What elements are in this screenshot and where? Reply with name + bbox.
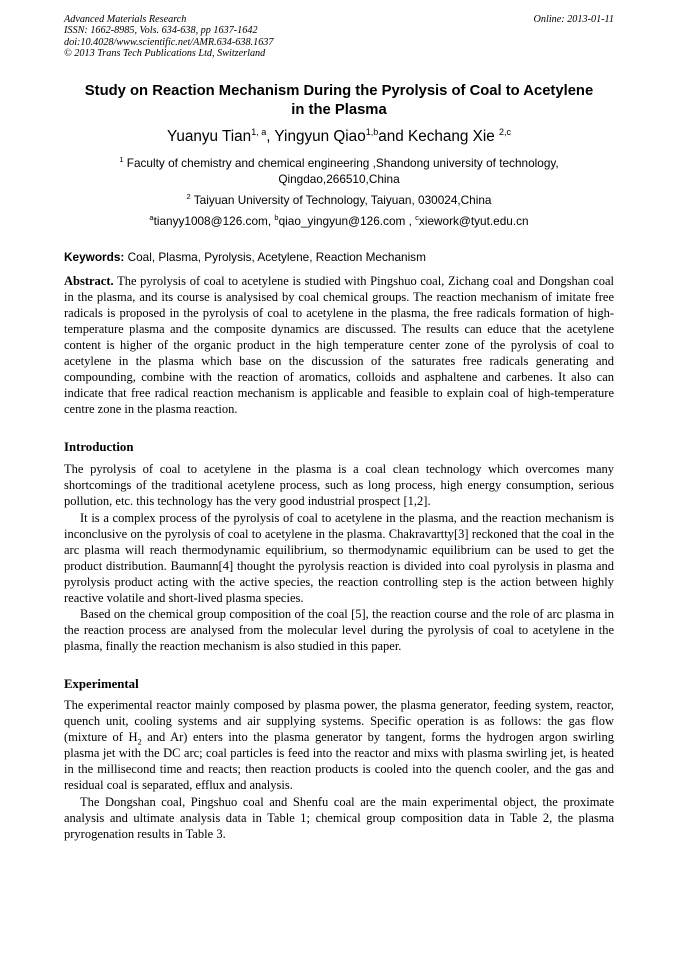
author-3-name: and Kechang Xie <box>378 128 499 145</box>
introduction-paragraph-1: The pyrolysis of coal to acetylene in the plasma is a coal clean technology which overcomes many shortcomings of the traditional acetylene process, such as long process, high energy consumption, serious pollution, etc. this technology has the very good industrial prospect [1,2]. <box>64 462 614 509</box>
experimental-heading: Experimental <box>64 677 139 691</box>
journal-name: Advanced Materials Research <box>64 14 187 25</box>
abstract-text: The pyrolysis of coal to acetylene is studied with Pingshuo coal, Zichang coal and Dongshan coal in the plasma, and its course is analysised by coal chemical groups. The reaction mechanism of imitate free radicals is proposed in the pyrolysis of coal to acetylene in the plasma, the free radicals formation of high-temperature plasma and the composite dynamics are discussed. The results can educe that the acetylene content is higher of the organic product in the high temperature center zone of the pyrolysis of coal to acetylene in the plasma which base on the discussion of the saturates free radicals generating and compounding, combine with the reaction of aromatics, colloids and asphaltene and carbenes. It also can indicate that free radical reaction mechanism is applicable and feasible to explain coal of high-temperature centre zone in the plasma reaction. <box>64 274 614 417</box>
affiliation-1-line-1: Faculty of chemistry and chemical engineering ,Shandong university of technology, <box>123 156 559 170</box>
abstract-label: Abstract. <box>64 274 114 288</box>
experimental-paragraph-2: The Dongshan coal, Pingshuo coal and Shenfu coal are the main experimental object, the proximate analysis and ultimate analysis data in Table 1; chemical group composition data in Table 2, the plasma pryrogenation results in Table 3. <box>64 795 614 842</box>
author-1-name: Yuanyu Tian <box>166 128 252 145</box>
introduction-heading: Introduction <box>64 440 134 454</box>
keywords-label: Keywords: <box>64 250 125 264</box>
affiliation-2 <box>64 192 614 208</box>
experimental-p1-part-b: and Ar) enters into the plasma generator by tangent, forms the hydrogen argon swirling plasma jet with the DC arc; coal particles is feed into the reactor and mixs with plasma swirling jet, is heated in the millisecond time and reacts; then reaction products is cooled into the quench cooler, and the gas and residual coal is separated, efflux and analysis. <box>64 730 614 793</box>
author-3-sup: 2,c <box>499 127 512 137</box>
online-date: Online: 2013-01-11 <box>533 14 614 25</box>
email-a[interactable]: tianyy1008@126.com, <box>153 214 275 228</box>
introduction-paragraph-3: Based on the chemical group composition of the coal [5], the reaction course and the role of arc plasma in the reaction process are analysed from the molecular level during the pyrolysis of coal to acetylene in the plasma, finally the reaction mechanism is also studied in this paper. <box>64 607 614 654</box>
email-b-sup: b <box>274 213 279 222</box>
affiliation-1-sup: 1 <box>119 155 124 164</box>
email-line <box>64 213 614 229</box>
introduction-paragraph-2: It is a complex process of the pyrolysis of coal to acetylene in the plasma, and the reaction mechanism is inconclusive on the pyrolysis of coal to acetylene in the plasma. Chakravartty[3] reckoned that the coal in the arc plasma will reach thermodynamic equilibrium, so thermodynamic equilibrium can be used to get the product distribution. Baumann[4] thought the pyrolysis reaction is divided into coal pyrolysis in plasma and pyrolysis product acting with the active species, the reaction controlling step is the action between highly reactive volatile and short-lived plasma species. <box>64 511 614 606</box>
experimental-paragraph-1 <box>64 697 614 793</box>
h2-subscript: 2 <box>137 736 142 747</box>
title-line-1: Study on Reaction Mechanism During the Pyrolysis of Coal to Acetylene <box>84 83 594 99</box>
title-line-2: in the Plasma <box>291 101 387 118</box>
affiliation-2-text: Taiyuan University of Technology, Taiyuan, 030024,China <box>190 193 492 207</box>
email-c[interactable]: xiework@tyut.edu.cn <box>418 214 529 228</box>
journal-header <box>64 14 273 59</box>
abstract <box>64 273 614 417</box>
affiliation-1 <box>64 155 614 187</box>
keywords-text: Coal, Plasma, Pyrolysis, Acetylene, Reaction Mechanism <box>124 250 426 264</box>
author-2-name: , Yingyun Qiao <box>266 128 366 145</box>
author-list <box>64 127 614 147</box>
affiliation-1-line-2: Qingdao,266510,China <box>278 172 400 186</box>
issn-line: ISSN: 1662-8985, Vols. 634-638, pp 1637-1642 <box>64 25 258 37</box>
email-b[interactable]: qiao_yingyun@126.com , <box>278 214 416 228</box>
copyright-line: © 2013 Trans Tech Publications Ltd, Switzerland <box>64 47 266 59</box>
email-a-sup: a <box>149 213 154 222</box>
email-c-sup: c <box>415 213 419 222</box>
keywords <box>64 249 426 265</box>
doi-line[interactable]: doi:10.4028/www.scientific.net/AMR.634-638.1637 <box>64 36 274 48</box>
experimental-p1-part-a: The experimental reactor mainly composed by plasma power, the plasma generator, feeding system, reactor, quench unit, cooling systems and air supplying systems. Specific operation is as follows: the gas flow (mixture of H <box>64 698 614 745</box>
affiliation-2-sup: 2 <box>186 192 191 201</box>
paper-title <box>64 82 614 119</box>
author-2-sup: 1,b <box>365 127 379 137</box>
author-1-sup: 1, a <box>251 127 267 137</box>
